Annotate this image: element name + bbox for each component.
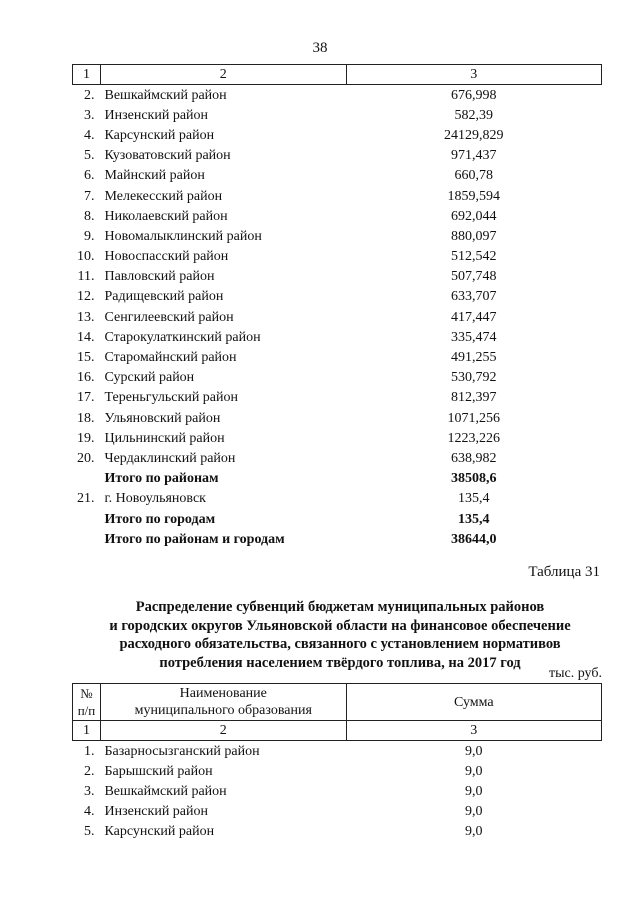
- district-name: Старомайнский район: [104, 350, 237, 366]
- total-amount: 38644,0: [451, 531, 497, 547]
- district-name: Базарносызганский район: [104, 743, 260, 759]
- title-line: Распределение субвенций бюджетам муниципальных районов: [135, 599, 545, 615]
- row-number: 10.: [76, 249, 95, 265]
- amount: 512,542: [451, 249, 497, 265]
- district-name: Инзенский район: [104, 804, 209, 820]
- district-name: Вешкаймский район: [104, 87, 227, 103]
- column-number-row: [73, 721, 602, 741]
- header-row: [73, 684, 602, 721]
- header-number-line: №: [80, 686, 93, 701]
- title-line: и городских округов Ульяновской области на финансовое обеспечение: [109, 617, 571, 634]
- amount: 971,437: [451, 148, 497, 164]
- amount: 633,707: [451, 289, 497, 305]
- table-row: [73, 186, 602, 206]
- title-line: потребления населением твёрдого топлива, на 2017 год: [159, 654, 521, 671]
- row-number: 9.: [83, 228, 95, 244]
- amount: 1071,256: [447, 410, 501, 426]
- amount: 9,0: [465, 824, 483, 840]
- amount: 507,748: [451, 269, 497, 285]
- row-number: 4.: [83, 804, 95, 820]
- amount: 24129,829: [444, 127, 504, 143]
- district-name: Вешкаймский район: [104, 783, 227, 799]
- table-row: [73, 146, 602, 166]
- amount: 676,998: [451, 87, 497, 103]
- amount: 1859,594: [447, 188, 501, 204]
- table-row: [73, 125, 602, 145]
- amount: 880,097: [451, 228, 497, 244]
- table-label: Таблица 31: [528, 564, 600, 580]
- row-number: 1.: [83, 743, 95, 759]
- district-name: Сурский район: [104, 370, 195, 386]
- grand-total-row: [73, 529, 602, 549]
- amount: 335,474: [451, 329, 497, 345]
- district-name: Карсунский район: [104, 824, 215, 840]
- total-districts-row: [73, 469, 602, 489]
- table-row: [73, 166, 602, 186]
- district-name: Николаевский район: [104, 208, 228, 224]
- table-row: [73, 781, 602, 801]
- district-name: Новоспасский район: [104, 249, 229, 265]
- district-name: Барышский район: [104, 763, 213, 779]
- row-number: 21.: [76, 491, 95, 507]
- table-row: [73, 347, 602, 367]
- row-number: 19.: [76, 430, 95, 446]
- table-row: [73, 761, 602, 781]
- amount: 660,78: [454, 168, 494, 184]
- district-name: Карсунский район: [104, 127, 215, 143]
- amount: 582,39: [454, 107, 494, 123]
- row-number: 6.: [83, 168, 95, 184]
- table-row: [73, 741, 602, 762]
- row-number: 3.: [83, 107, 95, 123]
- district-name: Чердаклинский район: [104, 450, 236, 466]
- district-name: Инзенский район: [104, 107, 209, 123]
- table-row: [73, 368, 602, 388]
- row-number: 2.: [83, 87, 95, 103]
- row-number: 4.: [83, 127, 95, 143]
- table-row: [73, 206, 602, 226]
- district-name: Старокулаткинский район: [104, 329, 261, 345]
- row-number: [73, 529, 101, 549]
- table-row: [73, 802, 602, 822]
- column-number: 3: [346, 721, 601, 741]
- district-name: Павловский район: [104, 269, 215, 285]
- page-number: 38: [312, 40, 328, 56]
- row-number: 11.: [77, 269, 95, 285]
- amount: 417,447: [451, 309, 497, 325]
- row-number: 15.: [76, 350, 95, 366]
- row-number: 13.: [76, 309, 95, 325]
- district-name: Мелекесский район: [104, 188, 223, 204]
- table-row: [73, 489, 602, 509]
- district-name: Новомалыклинский район: [104, 228, 262, 244]
- table-row: [73, 448, 602, 468]
- amount: 135,4: [458, 491, 490, 507]
- row-number: 14.: [76, 329, 95, 345]
- amount: 9,0: [465, 804, 483, 820]
- column-number-row: [73, 65, 602, 85]
- row-number: 5.: [83, 824, 95, 840]
- district-name: Цильнинский район: [104, 430, 225, 446]
- total-amount: 135,4: [458, 511, 490, 527]
- table-row: [73, 307, 602, 327]
- table-row: [73, 85, 602, 106]
- district-name: Сенгилеевский район: [104, 309, 234, 325]
- district-name: Тереньгульский район: [104, 390, 239, 406]
- amount: 9,0: [465, 763, 483, 779]
- column-number: 1: [73, 721, 101, 741]
- table-row: [73, 247, 602, 267]
- amount: 9,0: [465, 783, 483, 799]
- row-number: 17.: [76, 390, 95, 406]
- header-sum: Сумма: [346, 684, 601, 721]
- row-number: 3.: [83, 783, 95, 799]
- table-row: [73, 267, 602, 287]
- amount: 692,044: [451, 208, 497, 224]
- city-name: г. Новоульяновск: [104, 491, 206, 507]
- row-number: 7.: [83, 188, 95, 204]
- row-number: 8.: [83, 208, 95, 224]
- total-label: Итого по районам: [104, 471, 219, 487]
- district-name: Радищевский район: [104, 289, 224, 305]
- header-number-line: п/п: [77, 703, 96, 718]
- table-row: [73, 287, 602, 307]
- row-number: [73, 469, 101, 489]
- table-row: [73, 105, 602, 125]
- amount: 812,397: [451, 390, 497, 406]
- column-number: 1: [73, 65, 101, 85]
- total-cities-row: [73, 509, 602, 529]
- amount: 530,792: [451, 370, 497, 386]
- units-label: тыс. руб.: [549, 666, 602, 681]
- header-name-line: Наименование: [179, 686, 267, 701]
- row-number: 18.: [76, 410, 95, 426]
- table-row: [73, 327, 602, 347]
- row-number: 5.: [83, 148, 95, 164]
- total-label: Итого по городам: [104, 511, 216, 527]
- district-name: Майнский район: [104, 168, 205, 184]
- table-row: [73, 408, 602, 428]
- table-row: [73, 226, 602, 246]
- column-number: 2: [100, 65, 346, 85]
- subvention-table-continued: [72, 64, 602, 549]
- column-number: 3: [346, 65, 601, 85]
- table-title: [90, 598, 590, 672]
- row-number: [73, 509, 101, 529]
- row-number: 2.: [83, 763, 95, 779]
- header-name-line: муниципального образования: [134, 703, 312, 718]
- column-number: 2: [100, 721, 346, 741]
- total-amount: 38508,6: [451, 471, 497, 487]
- amount: 9,0: [465, 743, 483, 759]
- amount: 491,255: [451, 350, 497, 366]
- title-line: расходного обязательства, связанного с установлением нормативов: [119, 636, 561, 652]
- row-number: 20.: [76, 450, 95, 466]
- table-row: [73, 428, 602, 448]
- amount: 1223,226: [447, 430, 501, 446]
- header-name: [100, 684, 346, 721]
- district-name: Ульяновский район: [104, 410, 221, 426]
- table-row: [73, 388, 602, 408]
- district-name: Кузоватовский район: [104, 148, 231, 164]
- solid-fuel-subvention-table: [72, 683, 602, 842]
- row-number: 12.: [76, 289, 95, 305]
- total-label: Итого по районам и городам: [104, 531, 285, 547]
- row-number: 16.: [76, 370, 95, 386]
- table-row: [73, 822, 602, 842]
- header-number: [73, 684, 101, 721]
- amount: 638,982: [451, 450, 497, 466]
